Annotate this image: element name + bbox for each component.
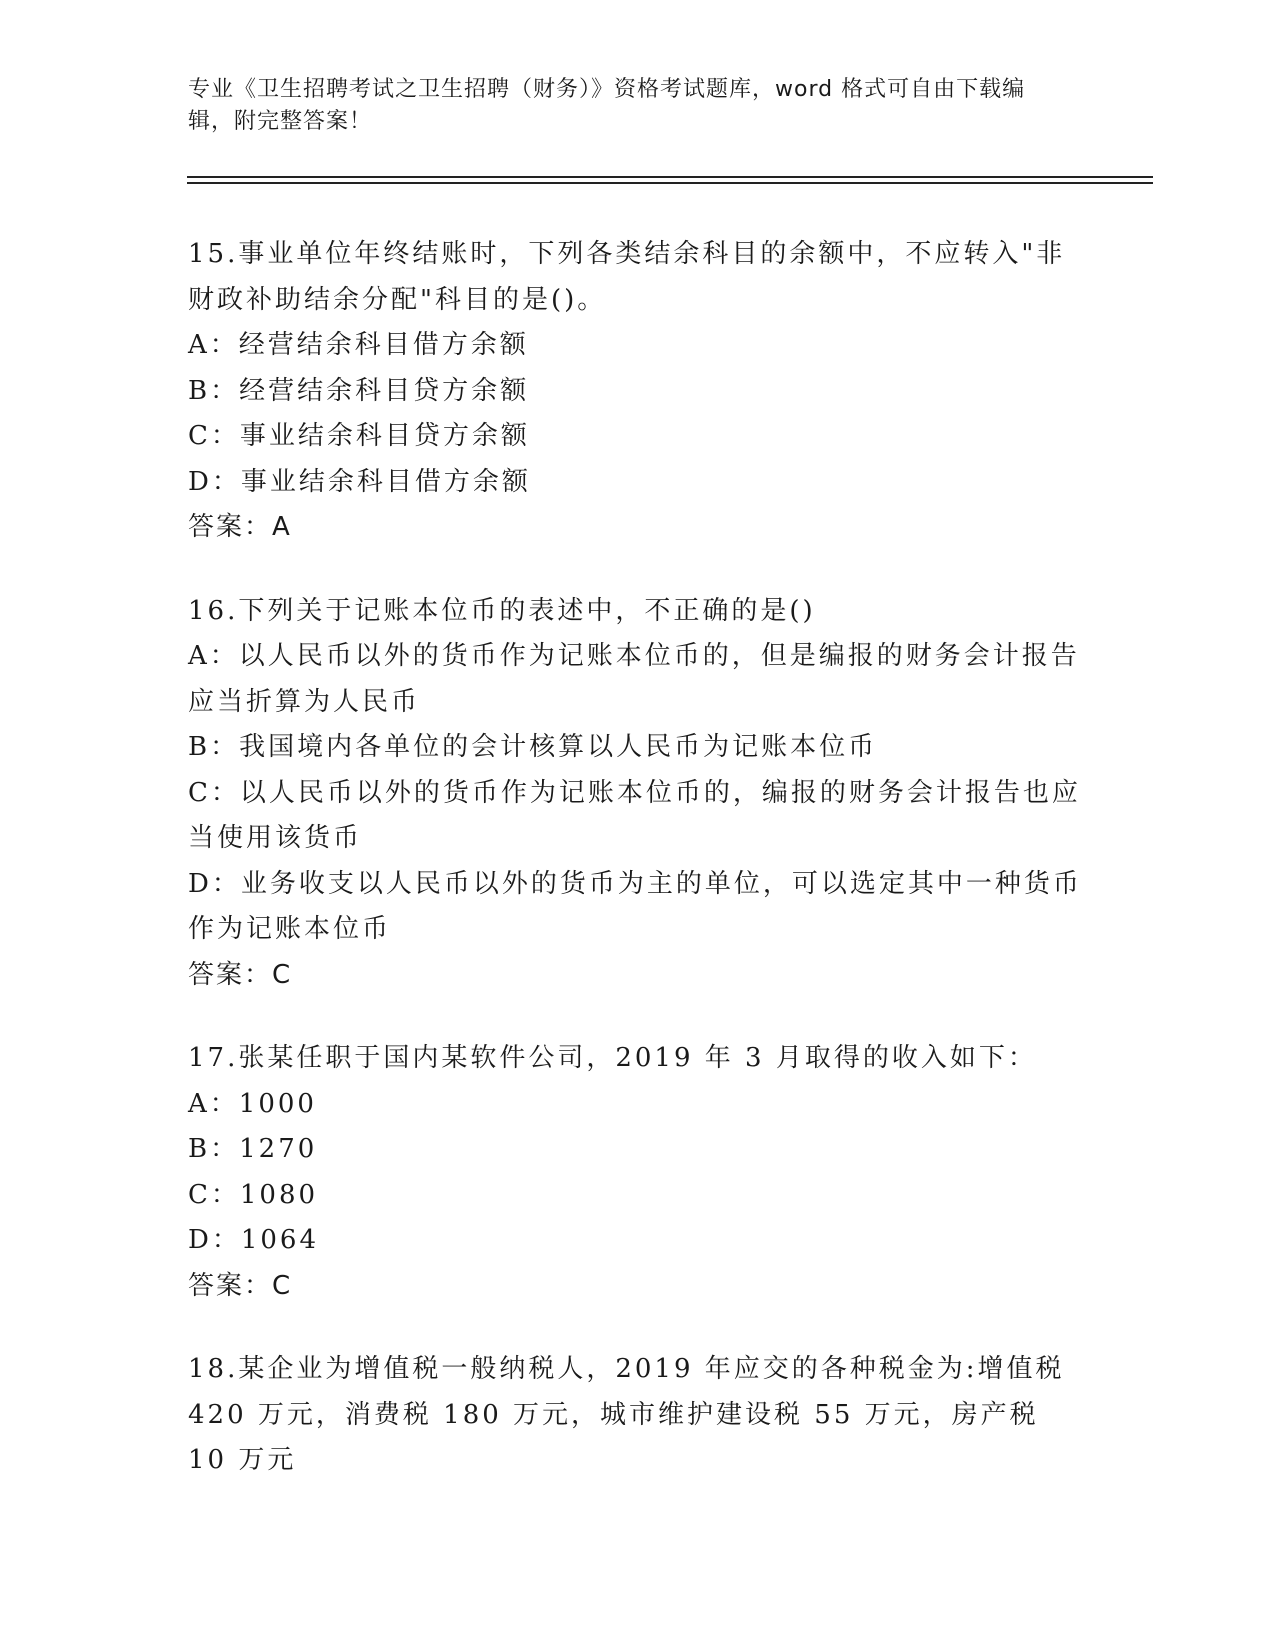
header-divider-bottom: [187, 182, 1153, 184]
option-line: C：1080: [188, 1179, 319, 1210]
question-list: [188, 232, 1088, 1522]
option-line: D：事业结余科目借方余额: [188, 466, 531, 497]
question-item: [188, 1347, 1088, 1484]
header-intro-text: 专业《卫生招聘考试之卫生招聘（财务）》资格考试题库，word 格式可自由下载编辑，附完整答案！: [188, 77, 1026, 134]
option-line: 当使用该货币: [188, 823, 363, 853]
answer-line: 答案：A: [188, 512, 292, 542]
option-line: B：经营结余科目贷方余额: [188, 375, 530, 406]
option-line: A：1000: [188, 1088, 317, 1119]
option-line: B：我国境内各单位的会计核算以人民币为记账本位币: [188, 732, 878, 762]
option-line: C：以人民币以外的货币作为记账本位币的，编报的财务会计报告也应: [188, 777, 1081, 808]
question-item: [188, 1036, 1088, 1309]
option-line: A：以人民币以外的货币作为记账本位币的，但是编报的财务会计报告: [188, 641, 1080, 671]
question-stem-line: 财政补助结余分配"科目的是()。: [188, 284, 607, 315]
question-item: [188, 589, 1088, 999]
option-line: 应当折算为人民币: [188, 686, 421, 717]
question-item: [188, 232, 1088, 551]
question-stem-line: 15.事业单位年终结账时，下列各类结余科目的余额中，不应转入"非: [188, 239, 1066, 269]
question-stem-line: 18.某企业为增值税一般纳税人，2019 年应交的各种税金为:增值税: [188, 1354, 1065, 1384]
option-line: A：经营结余科目借方余额: [188, 330, 529, 360]
option-line: D：1064: [188, 1225, 320, 1255]
option-line: C：事业结余科目贷方余额: [188, 421, 530, 451]
question-stem-line: 16.下列关于记账本位币的表述中，不正确的是(): [188, 595, 816, 626]
question-stem-line: 17.张某任职于国内某软件公司，2019 年 3 月取得的收入如下：: [188, 1043, 1037, 1073]
answer-line: 答案：C: [188, 959, 293, 990]
document-header: [188, 74, 1068, 138]
answer-line: 答案：C: [188, 1270, 293, 1301]
question-stem-line: 420 万元，消费税 180 万元，城市维护建设税 55 万元，房产税 10 万元: [188, 1399, 1050, 1475]
option-line: D：业务收支以人民币以外的货币为主的单位，可以选定其中一种货币: [188, 868, 1082, 899]
option-line: 作为记账本位币: [188, 914, 392, 944]
header-divider-top: [187, 176, 1153, 178]
option-line: B：1270: [188, 1134, 318, 1164]
